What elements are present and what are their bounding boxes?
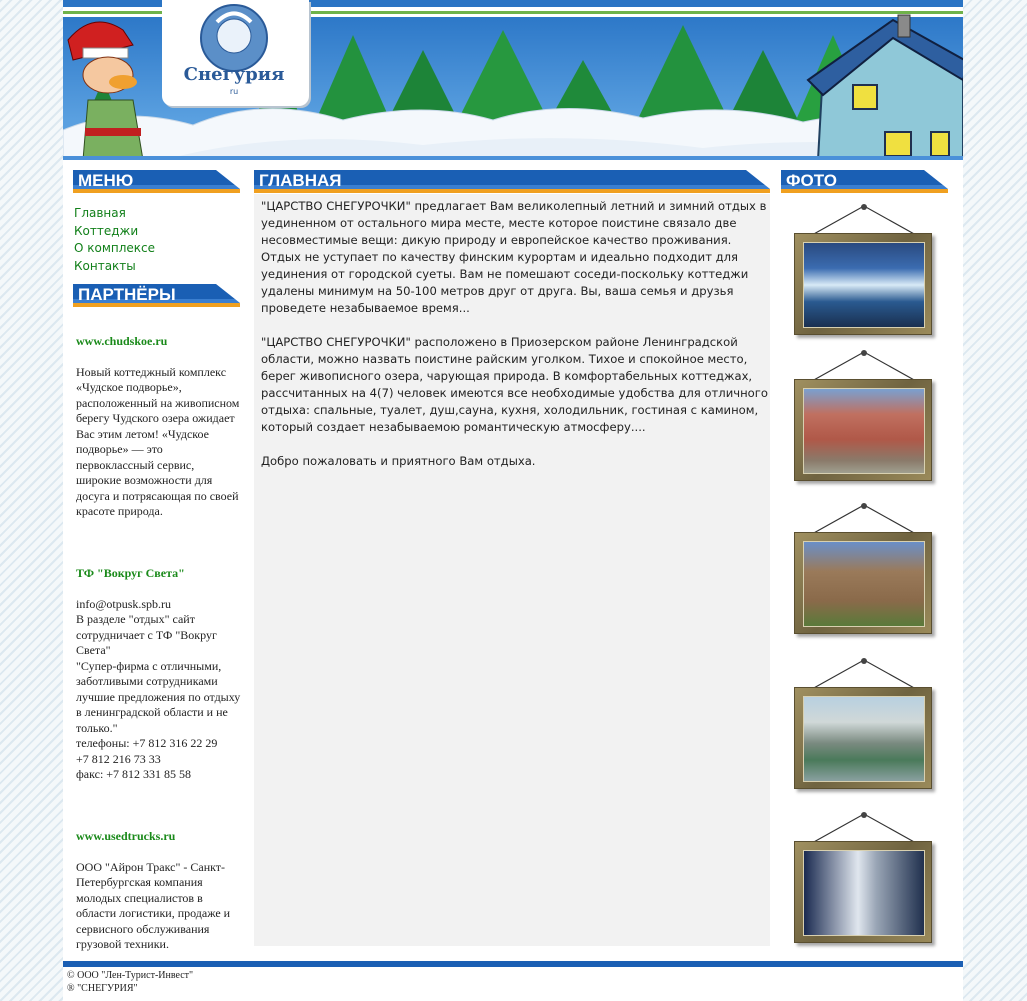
footer-trademark: ® "СНЕГУРИЯ" xyxy=(67,983,138,994)
partner-item xyxy=(76,813,242,968)
menu-item-about[interactable]: О комплексе xyxy=(74,241,156,255)
main-paragraph: Добро пожаловать и приятного Вам отдыха. xyxy=(261,454,536,468)
main-paragraph: "ЦАРСТВО СНЕГУРОЧКИ" расположено в Приозерском районе Ленинградской области, можно назвать поистине райским уголком. Тихое и спокойное место, берег живописного озера, чарующая природа. В комфортабельных коттеджах, рассчитанных на 4(7) человек имеются все необходимые удобства для отличного отдыха: спальные, туалет, душ,сауна, кухня, холодильник, гостиная с камином, который создает незабываемою романтическую атмосферу.... xyxy=(261,335,768,434)
photo-thumbnail-4[interactable] xyxy=(792,657,934,797)
main-paragraph: "ЦАРСТВО СНЕГУРОЧКИ" предлагает Вам великолепный летний и зимний отдых в уединенном от остального мира месте, месте которое поистине связало две несовместимые вещи: дикую природу и европейское качество проживания. Отдых не уступает по качеству финским курортам и идеально подходит для уединения от городской суеты. Вам не помешают соседи-поскольку коттеджи удалены минимум на 50-100 метров друг от друга. Вы, ваша семья и друзья проведете незабываемое время... xyxy=(261,199,767,315)
menu-item-home[interactable]: Главная xyxy=(74,206,126,220)
menu-item-contacts[interactable]: Контакты xyxy=(74,258,136,273)
logo-text: Снегурия xyxy=(183,64,285,85)
logo[interactable] xyxy=(162,0,309,106)
menu-item-cottages[interactable]: Коттеджи xyxy=(74,223,139,238)
photo-thumbnail-1[interactable] xyxy=(792,203,934,343)
manor-photo-icon xyxy=(803,696,925,782)
snow-maiden-logo-icon xyxy=(162,0,309,106)
hanging-wire-icon xyxy=(792,657,934,691)
photo-thumbnail-3[interactable] xyxy=(792,502,934,642)
footer xyxy=(67,969,193,995)
partners-heading: ПАРТНЁРЫ xyxy=(73,284,240,308)
footer-divider xyxy=(63,961,963,967)
main-text xyxy=(261,198,771,487)
hanging-wire-icon xyxy=(792,349,934,383)
castle-photo-icon xyxy=(803,541,925,627)
hanging-wire-icon xyxy=(792,203,934,237)
picture-frame xyxy=(794,532,932,634)
partners-list xyxy=(76,318,242,983)
partner-description: ООО "Айрон Тракс" - Санкт-Петербургская компания молодых специалистов в области логистики, продаже и сервисного обслуживания грузовой техники. xyxy=(76,859,231,951)
partner-link[interactable]: www.chudskoe.ru xyxy=(76,333,168,348)
page xyxy=(63,0,963,1001)
partner-item xyxy=(76,550,242,798)
header-banner xyxy=(63,0,963,160)
picture-frame xyxy=(794,687,932,789)
footer-copyright: © ООО "Лен-Турист-Инвест" xyxy=(67,970,194,981)
main-heading: ГЛАВНАЯ xyxy=(254,170,770,194)
partner-link[interactable]: ТФ "Вокруг Света" xyxy=(76,565,185,580)
main-menu xyxy=(74,205,155,275)
partner-description: info@otpusk.spb.ru В разделе "отдых" сайт сотрудничает с ТФ "Вокруг Света" "Супер-фирма с отличными, заботливыми сотрудниками лучшие предложения по отдыху в ленинградской области и не только." телефоны: +7 812 316 22 29 +7 812 216 73 33 факс: +7 812 331 85 58 xyxy=(76,596,241,781)
picture-frame xyxy=(794,379,932,481)
house-icon xyxy=(808,15,963,160)
hanging-wire-icon xyxy=(792,811,934,845)
palace-photo-icon xyxy=(803,388,925,474)
main-content xyxy=(254,194,770,946)
menu-heading: МЕНЮ xyxy=(73,170,240,194)
partner-link[interactable]: www.usedtrucks.ru xyxy=(76,828,176,843)
photo-thumbnail-2[interactable] xyxy=(792,349,934,489)
logo-subtext: ru xyxy=(229,87,239,96)
partner-item xyxy=(76,318,242,535)
picture-frame xyxy=(794,233,932,335)
partner-description: Новый коттеджный комплекс «Чудское подворье», расположенный на живописном берегу Чудского озера ожидает Вас этим летом! «Чудское подворье» — это первоклассный сервис, широкие возможности для досуга и потрясающая по своей красоте природа. xyxy=(76,364,240,518)
capitol-photo-icon xyxy=(803,850,925,936)
photo-heading: ФОТО xyxy=(781,170,948,194)
sea-waves-photo-icon xyxy=(803,242,925,328)
banner-divider xyxy=(63,156,963,160)
hanging-wire-icon xyxy=(792,502,934,536)
picture-frame xyxy=(794,841,932,943)
photo-thumbnail-5[interactable] xyxy=(792,811,934,951)
